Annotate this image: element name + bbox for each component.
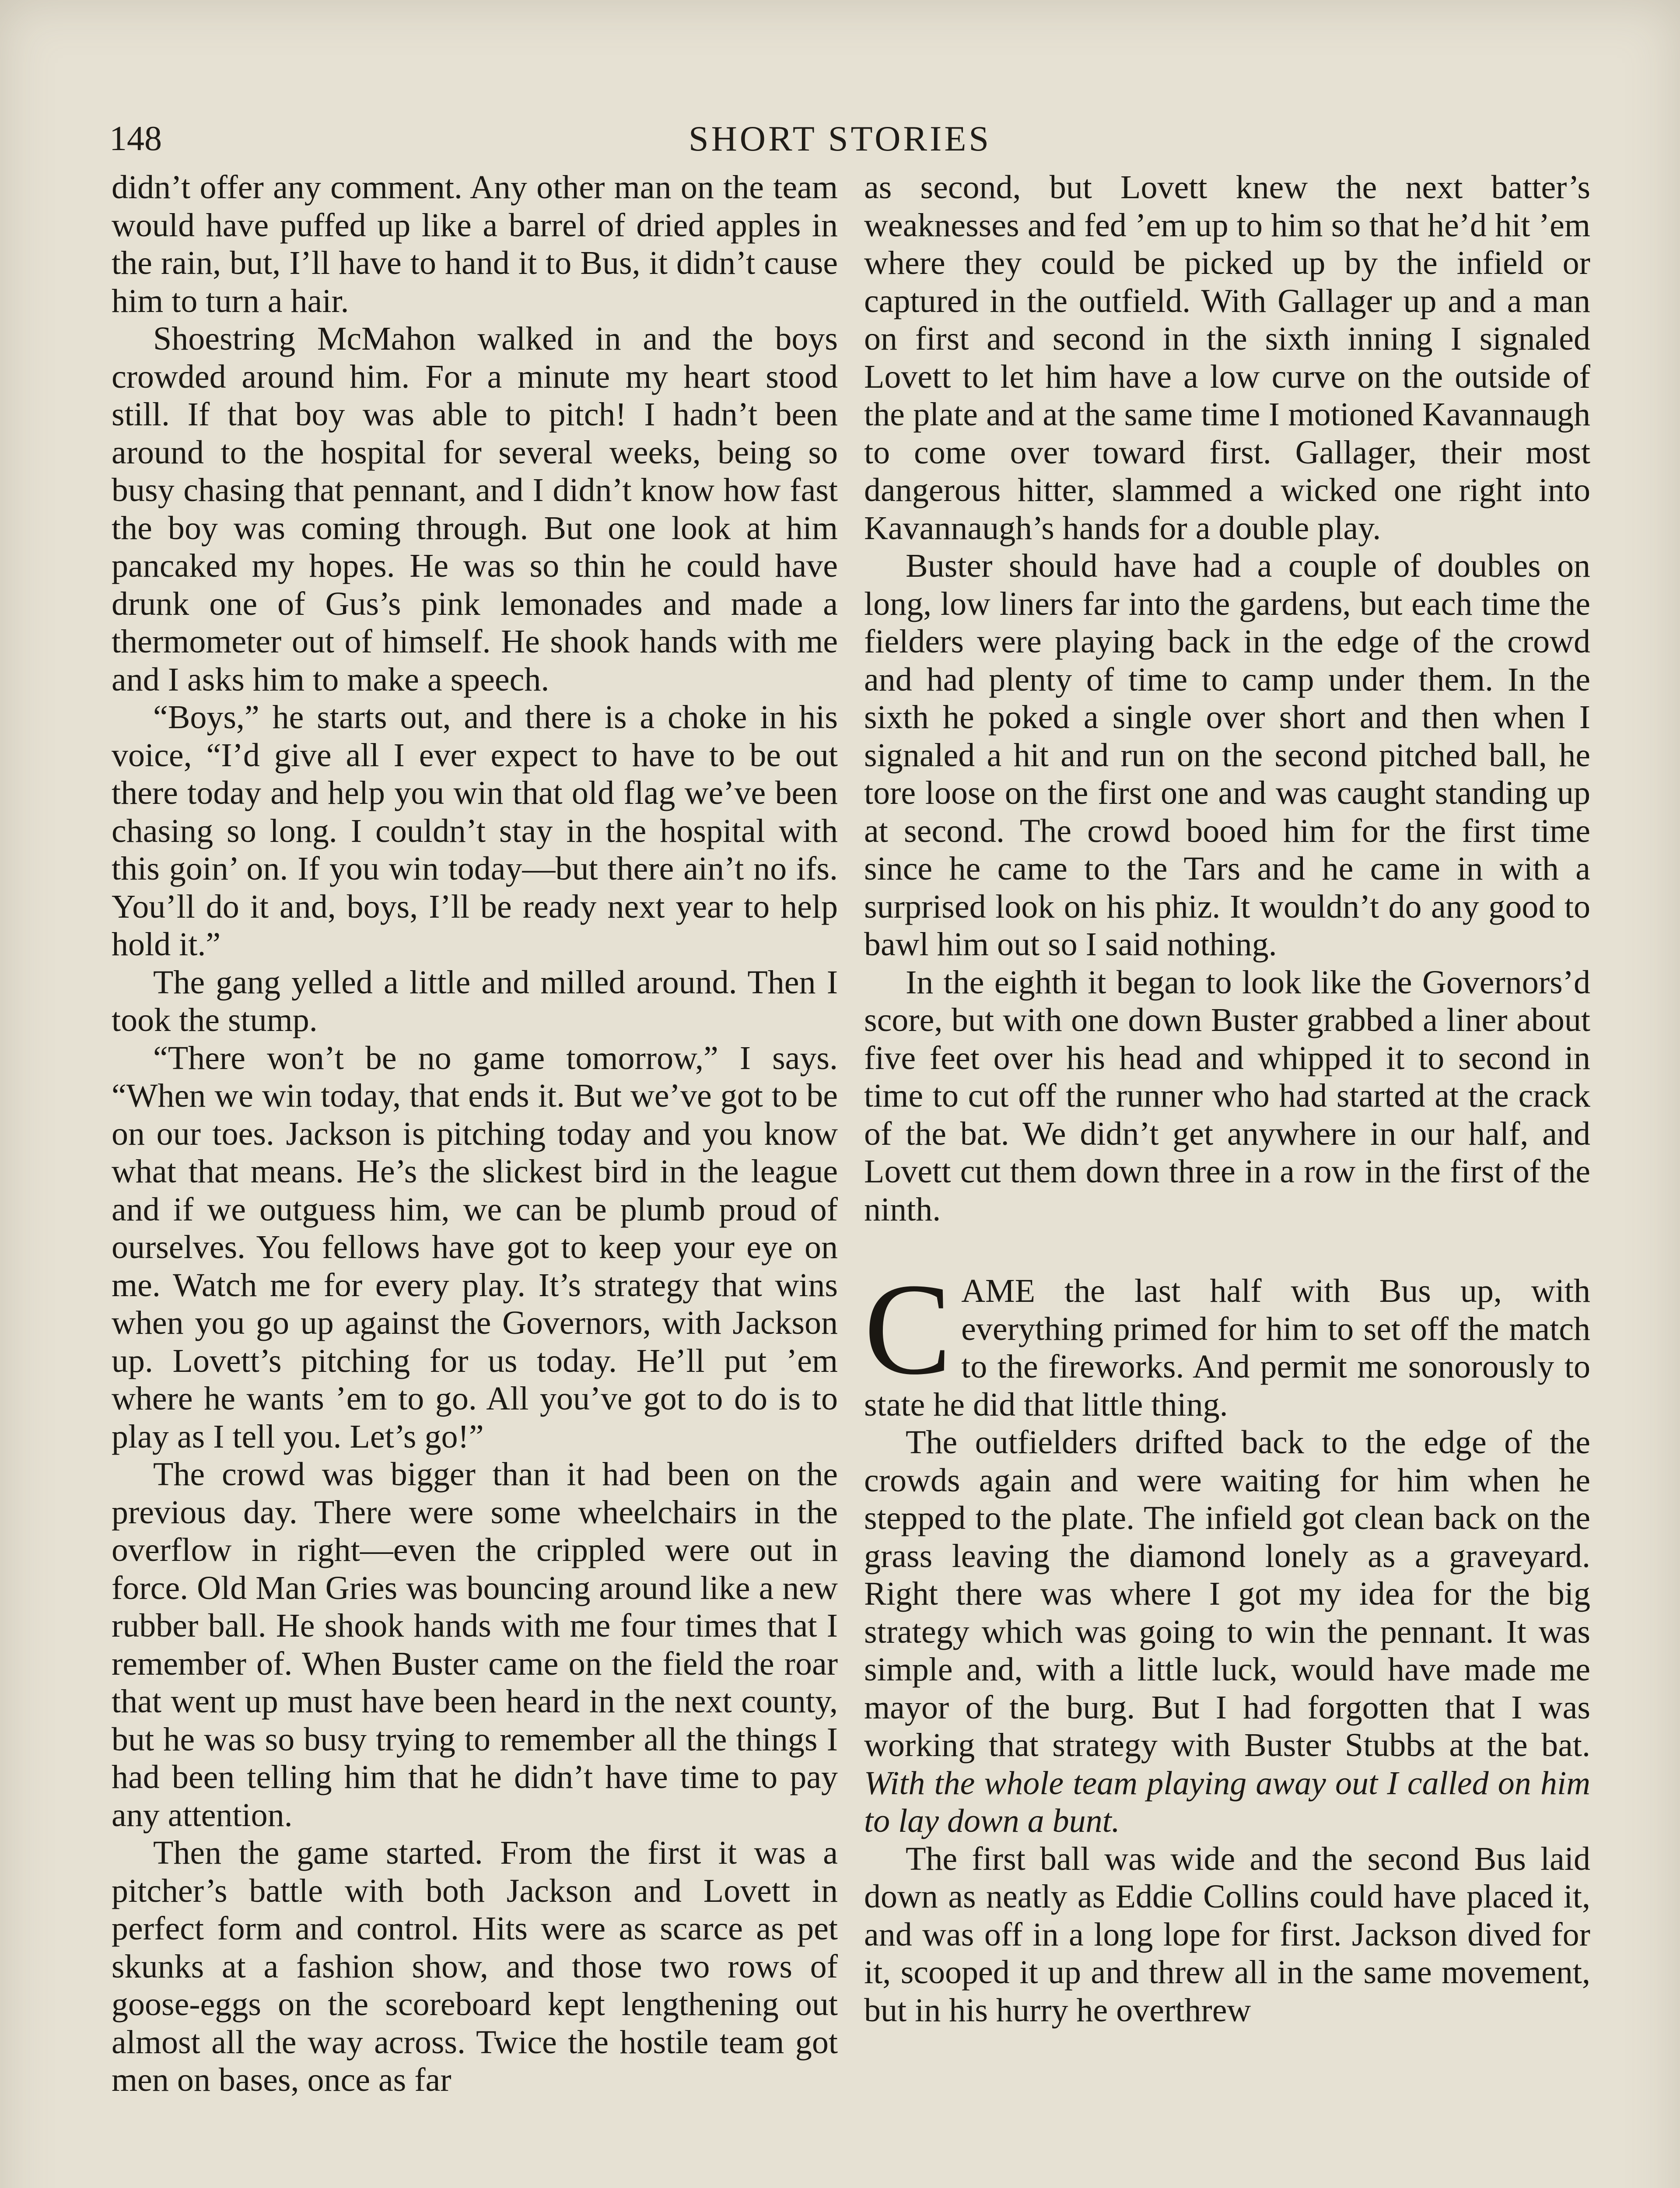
right-column [864, 168, 1590, 2029]
paragraph: The first ball was wide and the second Bus laid down as neatly as Eddie Collins could have placed it, and was off in a long lope for first. Jackson dived for it, scooped it up and threw all in the same movement, but in his hurry he overthrew [864, 1840, 1590, 2029]
page-number: 148 [109, 119, 162, 158]
left-column [112, 168, 838, 2099]
paragraph: “There won’t be no game tomorrow,” I says. “When we win today, that ends it. But we’ve got to be on our toes. Jackson is pitching today and you know what that means. He’s the slickest bird in the league and if we outguess him, we can be plumb proud of ourselves. You fellows have got to keep your eye on me. Watch me for every play. It’s strategy that wins when you go up against the Governors, with Jackson up. Lovett’s pitching for us today. He’ll put ’em where he wants ’em to go. All you’ve got to do is to play as I tell you. Let’s go!” [112, 1039, 838, 1455]
paragraph: didn’t offer any comment. Any other man on the team would have puffed up like a barrel of dried apples in the rain, but, I’ll have to hand it to Bus, it didn’t cause him to turn a hair. [112, 169, 838, 319]
paragraph: In the eighth it began to look like the Governors’d score, but with one down Buster grabbed a liner about five feet over his head and whipped it to second in time to cut off the runner who had started at the crack of the bat. We didn’t get anywhere in our half, and Lovett cut them down three in a row in the first of the ninth. [864, 964, 1590, 1228]
paragraph: Then the game started. From the first it was a pitcher’s battle with both Jackson and Lovett in perfect form and control. Hits were as scarce as pet skunks at a fashion show, and those two rows of goose-eggs on the scoreboard kept lengthening out almost all the way across. Twice the hostile team got men on bases, once as far [112, 1834, 838, 2098]
paragraph [864, 1424, 1590, 1840]
paragraph: Buster should have had a couple of doubles on long, low liners far into the gardens, but each time the fielders were playing back in the edge of the crowd and had plenty of time to camp under them. In the sixth he poked a single over short and then when I signaled a hit and run on the second pitched ball, he tore loose on the first one and was caught standing up at second. The crowd booed him for the first time since he came to the Tars and he came in with a surprised look on his phiz. It wouldn’t do any good to bawl him out so I said nothing. [864, 547, 1590, 963]
paragraph-text: The outfielders drifted back to the edge of the crowds again and were waiting for him when he stepped to the plate. The infield got clean back on the grass leaving the diamond lonely as a graveyard. Right there was where I got my idea for the big strategy which was going to win the pennant. It was simple and, with a little luck, would have made me mayor of the burg. But I had forgotten that I was working that strategy with Buster Stubbs at the bat. [864, 1424, 1590, 1764]
page-header [109, 115, 1571, 163]
section-opening-text: AME the last half with Bus up, with everything primed for him to set off the match to the fireworks. And permit me sonorously to state he did that little thing. [864, 1273, 1590, 1423]
section-gap [864, 1228, 1590, 1272]
paragraph: as second, but Lovett knew the next batter’s weaknesses and fed ’em up to him so that he’d hit ’em where they could be picked up by the infield or captured in the outfield. With Gallager up and a man on first and second in the sixth inning I signaled Lovett to let him have a low curve on the outside of the plate and at the same time I motioned Kavannaugh to come over toward first. Gallager, their most dangerous hitter, slammed a wicked one right into Kavannaugh’s hands for a double play. [864, 169, 1590, 547]
paragraph: The crowd was bigger than it had been on the previous day. There were some wheelchairs in the overflow in right—even the crippled were out in force. Old Man Gries was bouncing around like a new rubber ball. He shook hands with me four times that I remember of. When Buster came on the field the roar that went up must have been heard in the next county, but he was so busy trying to remember all the things I had been telling him that he didn’t have time to pay any attention. [112, 1456, 838, 1834]
paragraph: “Boys,” he starts out, and there is a choke in his voice, “I’d give all I ever expect to have to be out there today and help you win that old flag we’ve been chasing so long. I couldn’t stay in the hospital with this goin’ on. If you win today—but there ain’t no ifs. You’ll do it and, boys, I’ll be ready next year to help hold it.” [112, 699, 838, 963]
paragraph: The gang yelled a little and milled around. Then I took the stump. [112, 964, 838, 1038]
drop-cap: C [864, 1256, 952, 1402]
paragraph: Shoestring McMahon walked in and the boys crowded around him. For a minute my heart stood still. If that boy was able to pitch! I hadn’t been around to the hospital for several weeks, being so busy chasing that pennant, and I didn’t know how fast the boy was coming through. But one look at him pancaked my hopes. He was so thin he could have drunk one of Gus’s pink lemonades and made a thermometer out of himself. He shook hands with me and I asks him to make a speech. [112, 320, 838, 698]
italic-text: With the whole team playing away out I called on him to lay down a bunt. [864, 1764, 1590, 1839]
running-title: SHORT STORIES [688, 119, 992, 158]
section-opening-paragraph [864, 1256, 1590, 1424]
